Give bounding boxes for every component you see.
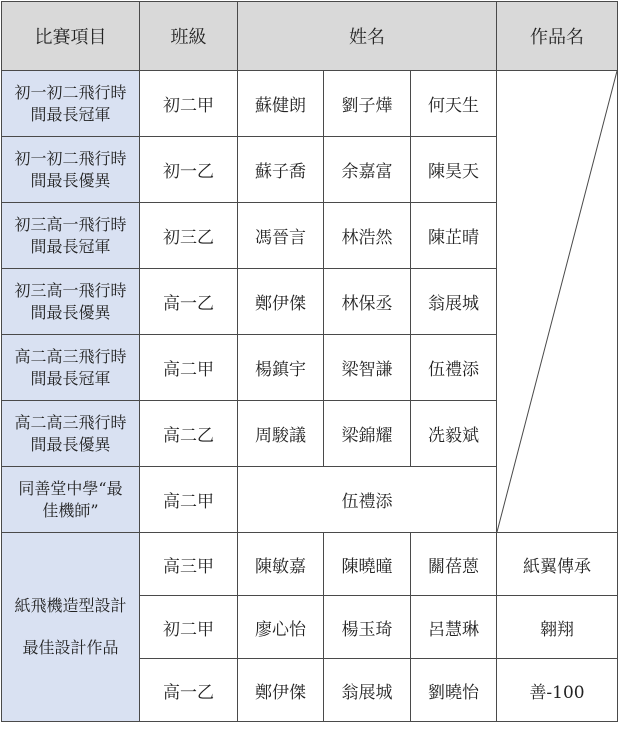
name-cell: 劉子燁 [324,71,411,137]
name-cell: 林保丞 [324,269,411,335]
name-cell: 翁展城 [324,659,411,722]
header-class: 班級 [140,2,238,71]
name-cell: 鄭伊傑 [238,659,324,722]
header-work: 作品名 [497,2,618,71]
event-cell: 初一初二飛行時 間最長冠軍 [2,71,140,137]
table-row-design [2,533,618,596]
event-cell-design: 紙飛機造型設計 最佳設計作品 [2,533,140,722]
class-cell: 初一乙 [140,137,238,203]
name-cell: 蘇健朗 [238,71,324,137]
name-cell: 陳芷晴 [411,203,497,269]
name-cell: 呂慧琳 [411,596,497,659]
name-cell: 廖心怡 [238,596,324,659]
diagonal-line [497,71,617,532]
event-cell: 高二高三飛行時 間最長冠軍 [2,335,140,401]
event-cell: 初三高一飛行時 間最長優異 [2,269,140,335]
name-cell: 馮晉言 [238,203,324,269]
table-row [2,71,618,137]
work-cell: 紙翼傳承 [497,533,618,596]
class-cell: 初三乙 [140,203,238,269]
name-cell: 冼毅斌 [411,401,497,467]
work-cell: 善-100 [497,659,618,722]
name-cell: 伍禮添 [238,467,497,533]
class-cell: 高二甲 [140,467,238,533]
class-cell: 高一乙 [140,659,238,722]
name-cell: 楊玉琦 [324,596,411,659]
class-cell: 高一乙 [140,269,238,335]
name-cell: 陳曉曈 [324,533,411,596]
name-cell: 伍禮添 [411,335,497,401]
name-cell: 鄭伊傑 [238,269,324,335]
name-cell: 陳昊天 [411,137,497,203]
name-cell: 林浩然 [324,203,411,269]
name-cell: 何天生 [411,71,497,137]
class-cell: 初二甲 [140,596,238,659]
header-names: 姓名 [238,2,497,71]
class-cell: 初二甲 [140,71,238,137]
event-cell: 同善堂中學“最 佳機師” [2,467,140,533]
awards-table [1,1,618,722]
name-cell: 蘇子喬 [238,137,324,203]
header-event: 比賽項目 [2,2,140,71]
name-cell: 周駿議 [238,401,324,467]
name-cell: 劉曉怡 [411,659,497,722]
name-cell: 翁展城 [411,269,497,335]
name-cell: 余嘉富 [324,137,411,203]
name-cell: 楊鎮宇 [238,335,324,401]
header-row [2,2,618,71]
event-cell: 初一初二飛行時 間最長優異 [2,137,140,203]
name-cell: 梁智謙 [324,335,411,401]
event-cell: 高二高三飛行時 間最長優異 [2,401,140,467]
work-cell: 翱翔 [497,596,618,659]
event-cell: 初三高一飛行時 間最長冠軍 [2,203,140,269]
class-cell: 高二乙 [140,401,238,467]
work-empty-cell [497,71,618,533]
name-cell: 梁錦耀 [324,401,411,467]
name-cell: 陳敏嘉 [238,533,324,596]
name-cell: 關蓓蒽 [411,533,497,596]
class-cell: 高三甲 [140,533,238,596]
class-cell: 高二甲 [140,335,238,401]
